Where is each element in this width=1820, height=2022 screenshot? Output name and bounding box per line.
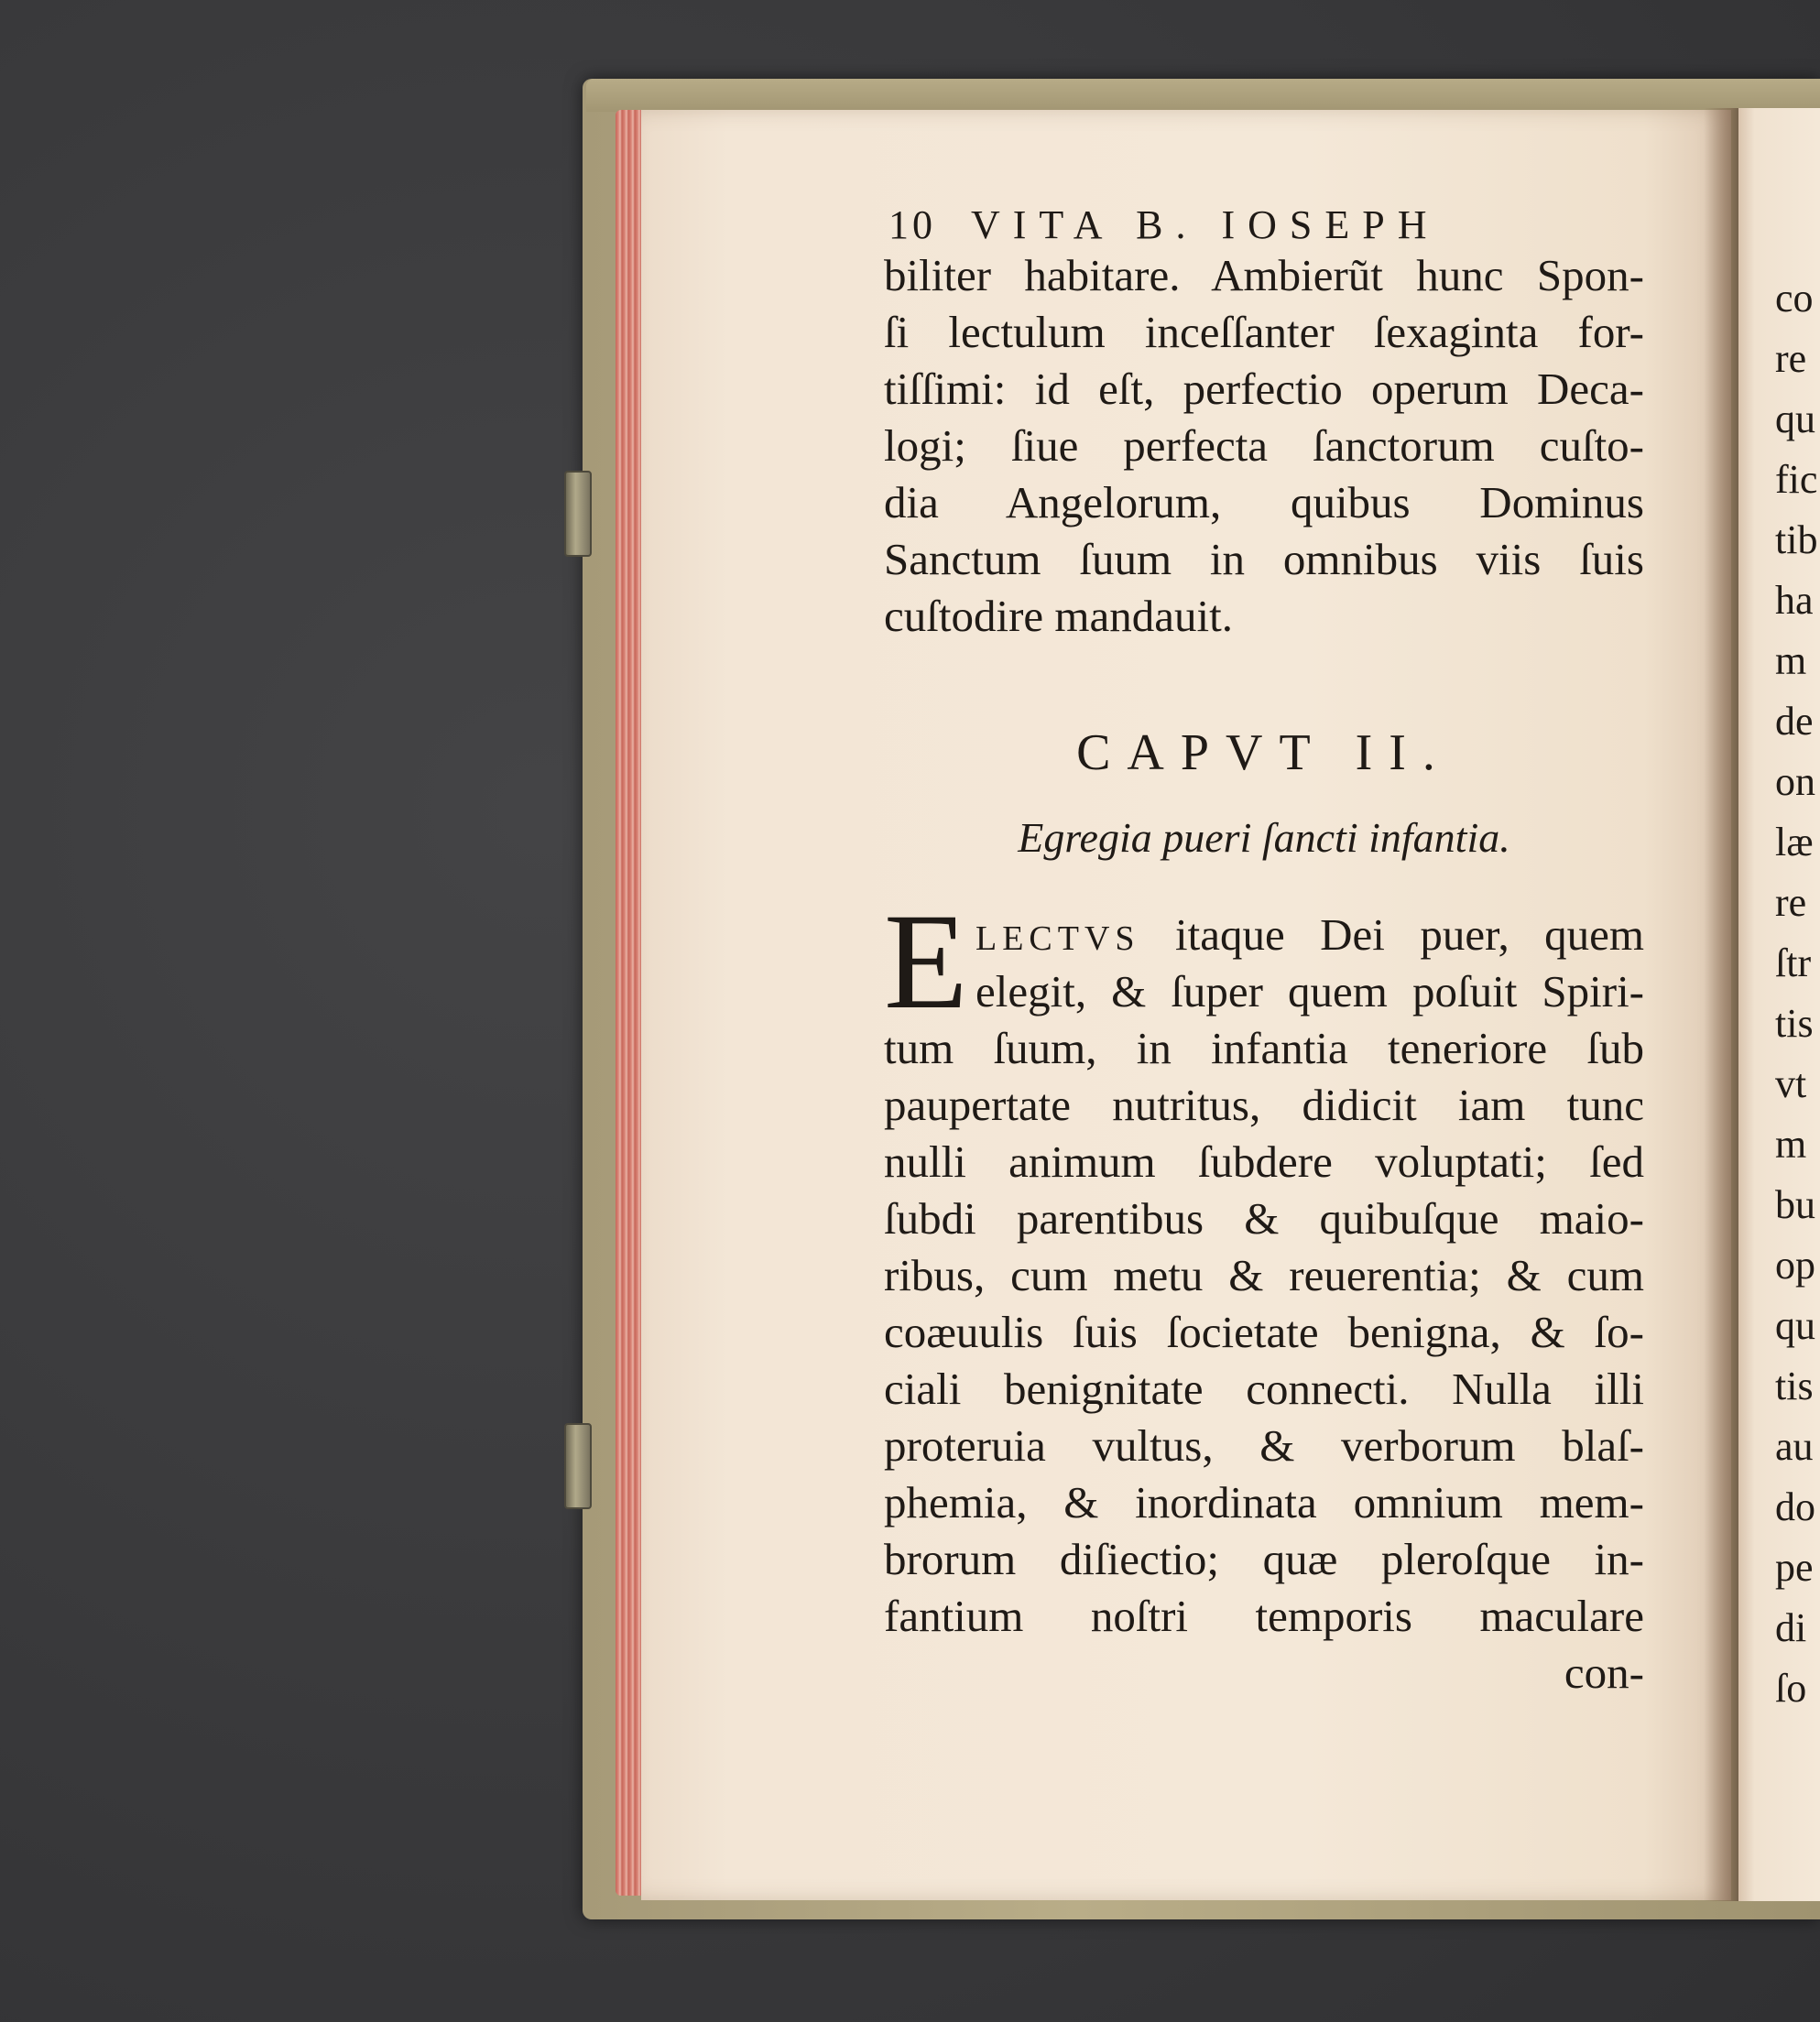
text-line: brorum diſiectio; quæ pleroſque in- <box>884 1534 1644 1584</box>
chapter-title: CAPVT II. <box>1076 724 1452 781</box>
text-line: dia Angelorum, quibus Dominus <box>884 477 1644 527</box>
drop-capital: E <box>884 886 968 1038</box>
right-page-fragment: fic <box>1775 457 1818 502</box>
cover-top-edge <box>586 79 1820 112</box>
right-page-fragment: pe <box>1775 1545 1814 1590</box>
text-line: ribus, cum metu & reuerentia; & cum <box>884 1250 1644 1300</box>
right-page-fragment: au <box>1775 1424 1814 1469</box>
right-page-fragment: tib <box>1775 517 1818 562</box>
text-line-first <box>884 907 1644 963</box>
text-line: Sanctum ſuum in omnibus viis ſuis <box>884 534 1644 584</box>
first-word: LECTVS <box>975 919 1140 958</box>
text-line: ſubdi parentibus & quibuſque maio- <box>884 1193 1644 1244</box>
text-line: fantium noſtri temporis maculare <box>884 1591 1644 1641</box>
right-page-fragment: bu <box>1775 1182 1815 1227</box>
text-line: cuſtodire mandauit. <box>884 591 1233 641</box>
page-number: 10 <box>888 202 936 247</box>
right-page-fragment: ſo <box>1775 1666 1807 1711</box>
text-block-body <box>884 886 1644 1701</box>
text-line: logi; ſiue perfecta ſanctorum cuſto- <box>884 420 1644 471</box>
text-line: phemia, & inordinata omnium mem- <box>884 1477 1644 1527</box>
right-page-fragment: tis <box>1775 1364 1814 1408</box>
right-page-fragment: qu <box>1775 1303 1815 1348</box>
right-page-fragment: op <box>1775 1243 1815 1288</box>
text-line: proteruia vultus, & verborum blaſ- <box>884 1420 1644 1471</box>
text-line: tum ſuum, in infantia teneriore ſub <box>884 1023 1644 1073</box>
right-page-fragment: qu <box>1775 397 1815 441</box>
text-line: ciali benignitate connecti. Nulla illi <box>884 1364 1644 1414</box>
running-title: VITA B. IOSEPH <box>971 202 1440 247</box>
text-line: biliter habitare. Ambierũt hunc Spon- <box>884 250 1644 300</box>
text-line: ſi lectulum inceſſanter ſexaginta for- <box>884 307 1644 357</box>
right-page-fragment: on <box>1775 759 1815 804</box>
gutter-shadow <box>1704 108 1740 1901</box>
right-page-fragment: m <box>1775 1122 1807 1167</box>
right-page-fragment: di <box>1775 1605 1807 1650</box>
text-block-top <box>884 247 1644 645</box>
right-page-fragment: tis <box>1775 1001 1814 1046</box>
first-line-rest: itaque Dei puer, quem <box>1139 909 1644 960</box>
right-page-fragment: m <box>1775 638 1807 683</box>
right-page-fragment: re <box>1775 336 1807 381</box>
clasp-lower <box>564 1423 592 1509</box>
text-line: coæuulis ſuis ſocietate benigna, & ſo- <box>884 1307 1644 1357</box>
catchword: con- <box>1564 1647 1644 1698</box>
right-page-fragment: do <box>1775 1484 1815 1529</box>
chapter-subtitle: Egregia pueri ſancti infantia. <box>1018 814 1510 861</box>
text-line: paupertate nutritus, didicit iam tunc <box>884 1080 1644 1130</box>
right-page-fragment: ha <box>1775 578 1814 623</box>
right-page-fragment: vt <box>1775 1061 1807 1106</box>
right-page-fragment: ſtr <box>1775 940 1812 985</box>
text-line: tiſſimi: id eſt, perfectio operum Deca- <box>884 364 1644 414</box>
right-page-fragment: de <box>1775 699 1814 744</box>
text-line: nulli animum ſubdere voluptati; ſed <box>884 1136 1644 1187</box>
right-page-fragment: re <box>1775 880 1807 925</box>
right-page-fragment: co <box>1775 276 1814 321</box>
text-line: elegit, & ſuper quem poſuit Spiri- <box>975 966 1644 1016</box>
clasp-upper <box>564 471 592 557</box>
right-page-fragment: læ <box>1775 820 1814 864</box>
